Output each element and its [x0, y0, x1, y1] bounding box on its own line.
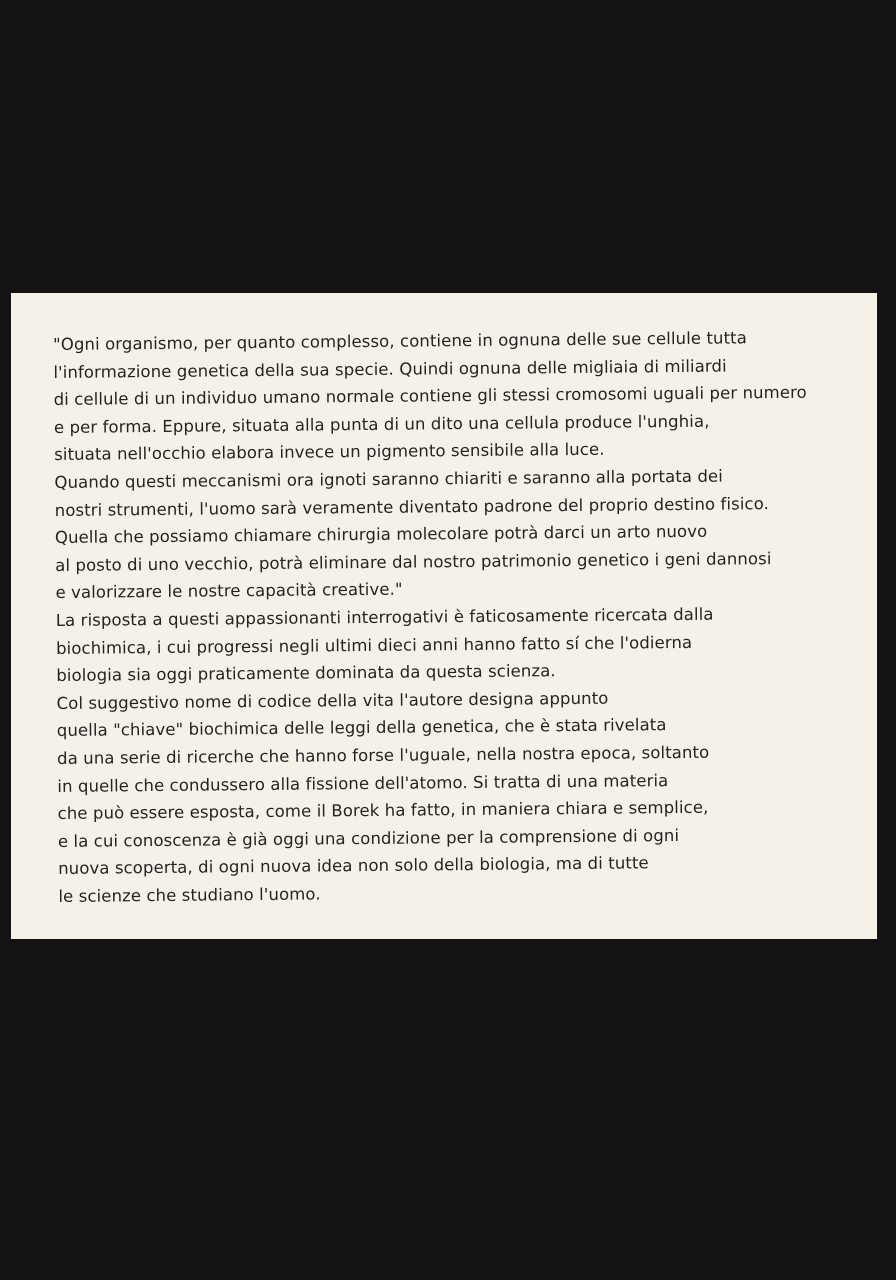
- blurb-line: in quelle che condussero alla fissione dell'atomo. Si tratta di una materia: [57, 770, 669, 796]
- blurb-line: biologia sia oggi praticamente dominata da questa scienza.: [56, 661, 556, 686]
- blurb-line: e la cui conoscenza è già oggi una condizione per la comprensione di ogni: [57, 825, 680, 851]
- blurb-line: Quando questi meccanismi ora ignoti saranno chiariti e saranno alla portata dei: [54, 466, 723, 492]
- blurb-line: e valorizzare le nostre capacità creative.": [55, 580, 403, 603]
- blurb-line: al posto di uno vecchio, potrà eliminare dal nostro patrimonio genetico i geni dannosi: [55, 548, 772, 575]
- blurb-line: Quella che possiamo chiamare chirurgia molecolare potrà darci un arto nuovo: [54, 521, 708, 548]
- blurb-line: le scienze che studiano l'uomo.: [58, 884, 321, 906]
- blurb-line: l'informazione genetica della sua specie. Quindi ognuna delle migliaia di miliardi: [53, 356, 727, 382]
- blurb-line: da una serie di ricerche che hanno forse l'uguale, nella nostra epoca, soltanto: [57, 742, 710, 768]
- blurb-line: nostri strumenti, l'uomo sarà veramente diventato padrone del proprio destino fisico.: [54, 493, 769, 520]
- blurb-line: e per forma. Eppure, situata alla punta di un dito una cellula produce l'unghia,: [53, 411, 710, 437]
- text-band: [11, 293, 877, 939]
- blurb-text: [53, 323, 849, 910]
- blurb-line: La risposta a questi appassionanti interrogativi è faticosamente ricercata dalla: [55, 604, 714, 630]
- blurb-line: nuova scoperta, di ogni nuova idea non solo della biologia, ma di tutte: [58, 853, 649, 879]
- blurb-line: "Ogni organismo, per quanto complesso, contiene in ognuna delle sue cellule tutta: [53, 328, 748, 354]
- blurb-line: Col suggestivo nome di codice della vita l'autore designa appunto: [56, 688, 609, 713]
- blurb-line: quella "chiave" biochimica delle leggi della genetica, che è stata rivelata: [56, 715, 667, 741]
- blurb-line: che può essere esposta, come il Borek ha fatto, in maniera chiara e semplice,: [57, 797, 709, 824]
- blurb-line: situata nell'occhio elabora invece un pigmento sensibile alla luce.: [54, 440, 605, 465]
- blurb-line: di cellule di un individuo umano normale contiene gli stessi cromosomi uguali per numero: [53, 382, 807, 410]
- blurb-line: biochimica, i cui progressi negli ultimi dieci anni hanno fatto sí che l'odierna: [55, 632, 693, 658]
